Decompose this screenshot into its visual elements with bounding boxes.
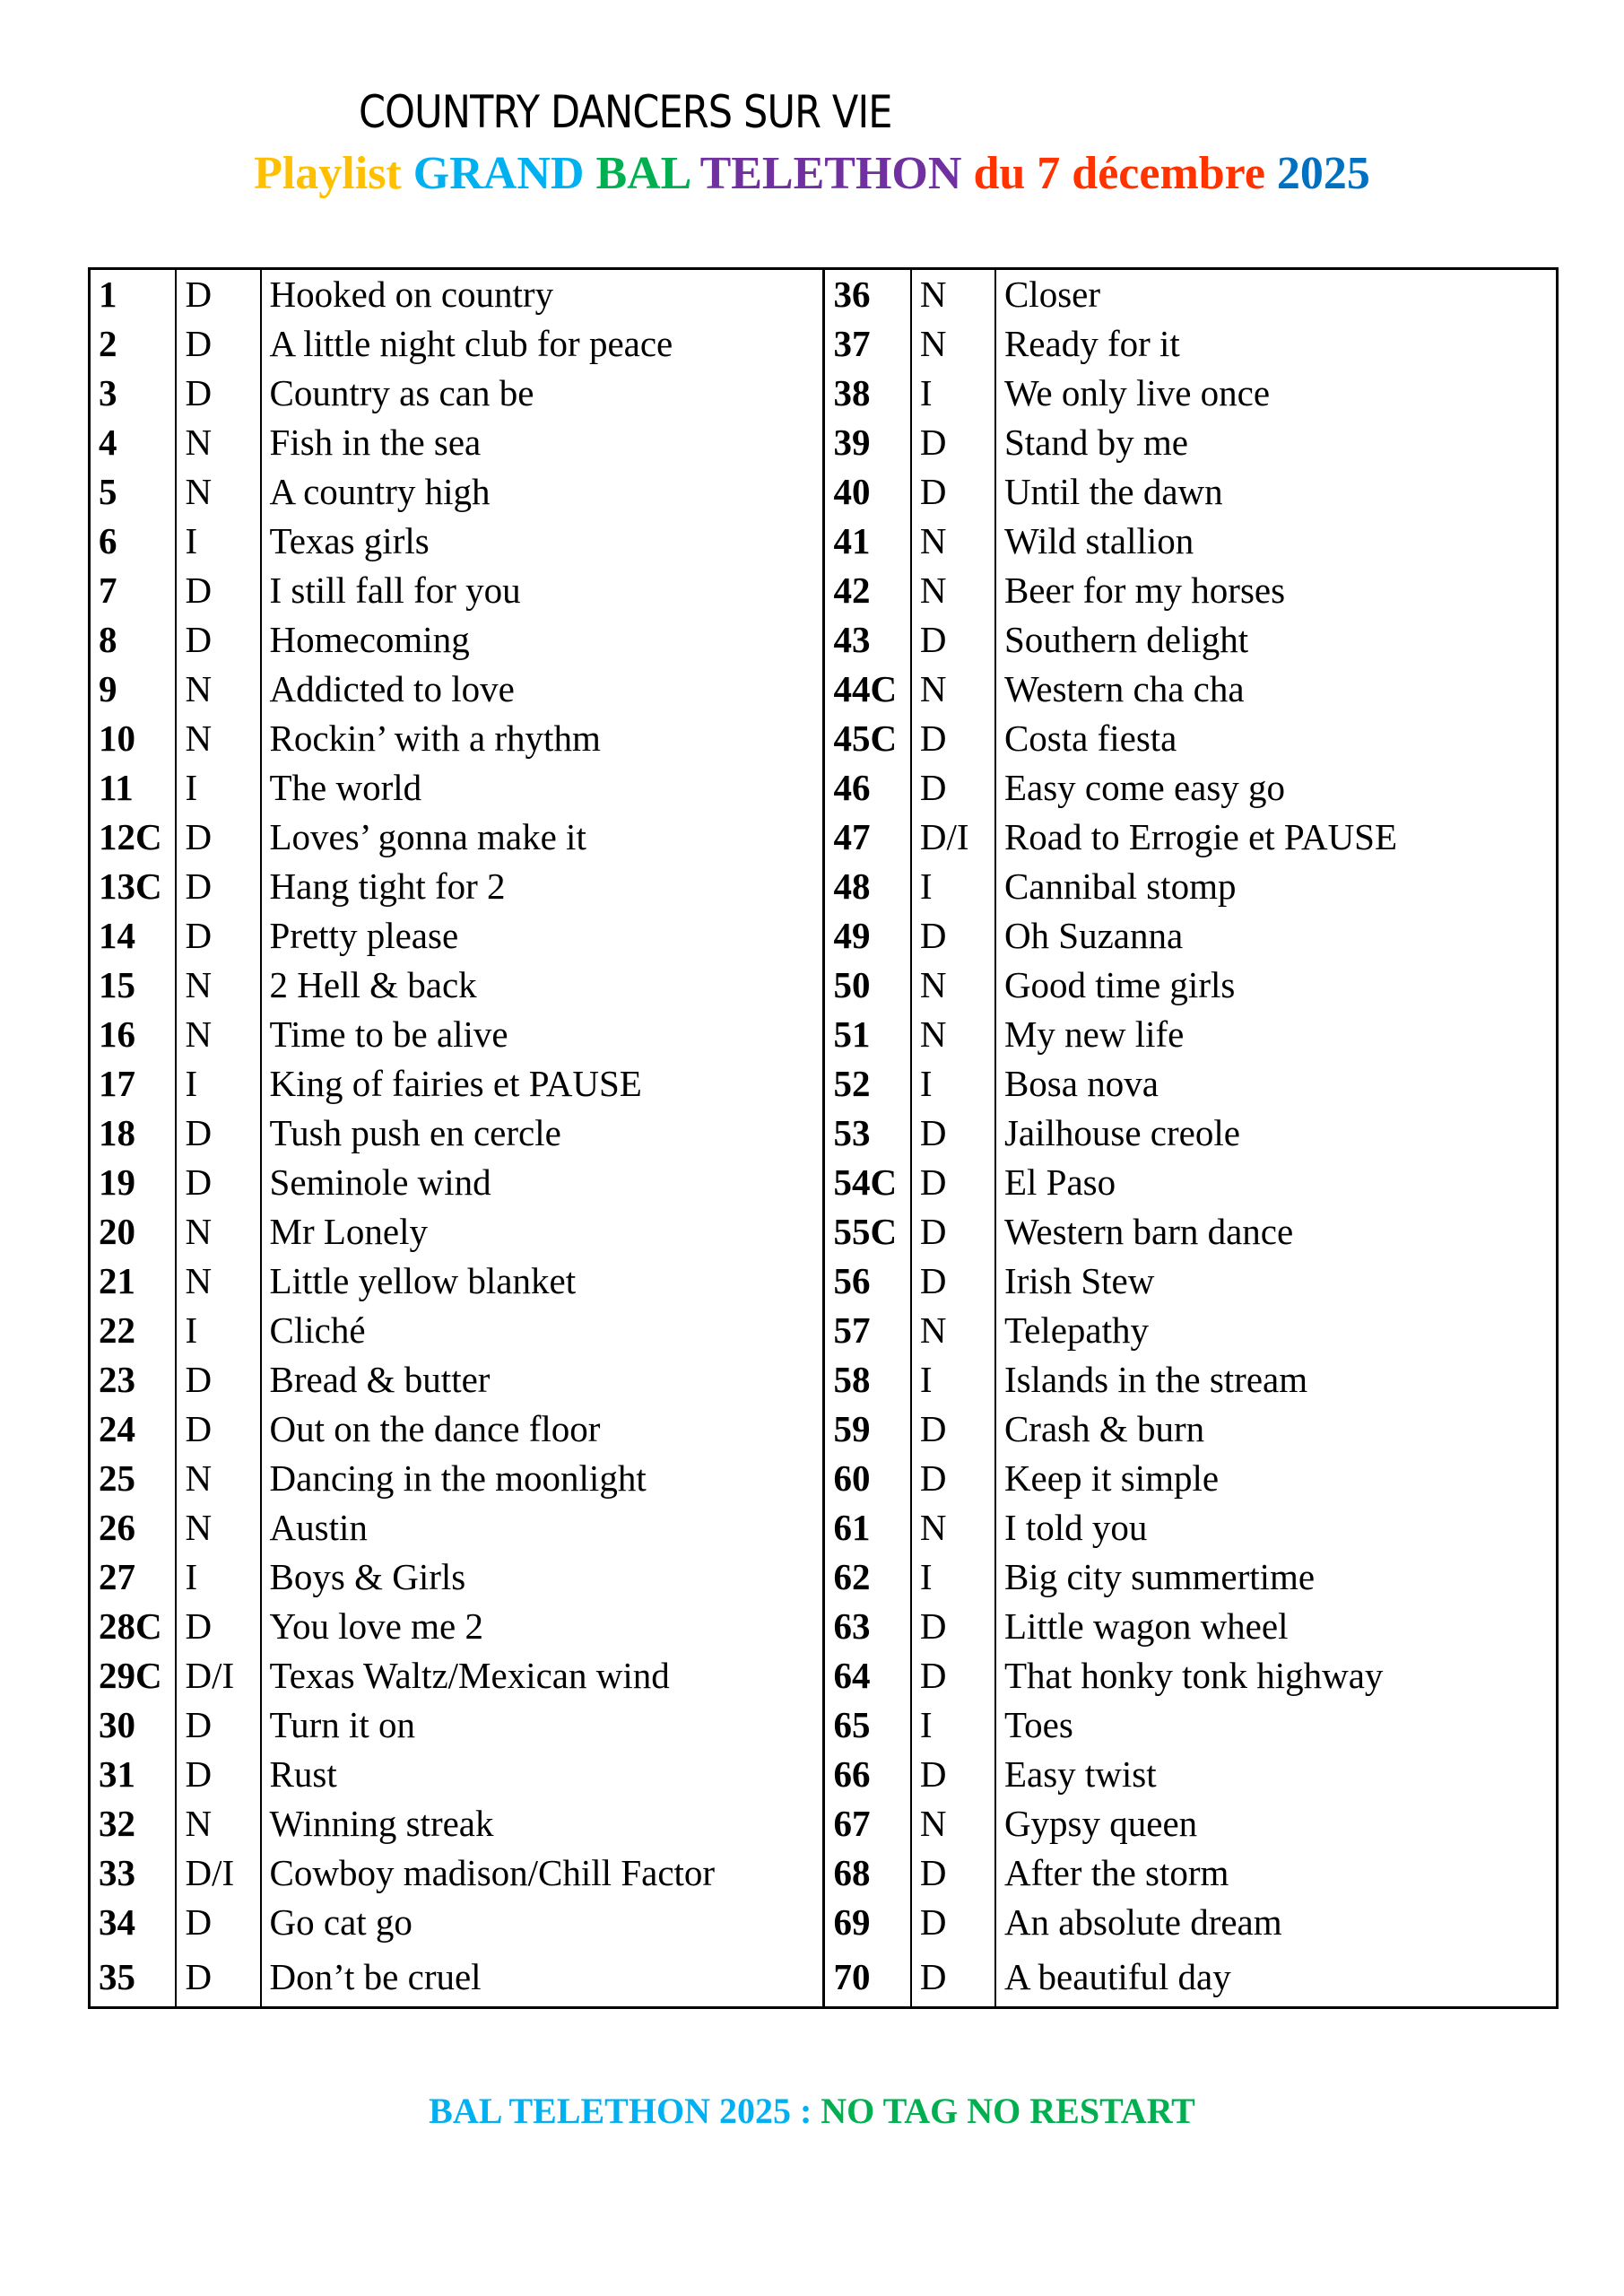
dance-number: 20 bbox=[90, 1207, 177, 1257]
dance-title: Easy come easy go bbox=[995, 763, 1558, 813]
dance-title: Bread & butter bbox=[261, 1355, 824, 1405]
dance-level: N bbox=[911, 961, 995, 1010]
dance-title: Until the dawn bbox=[995, 467, 1558, 517]
dance-number: 3 bbox=[90, 369, 177, 418]
event-title-part: TELETHON bbox=[699, 148, 962, 199]
footer-part: BAL TELETHON 2025 : bbox=[429, 2091, 821, 2131]
table-row bbox=[90, 862, 1558, 911]
table-row bbox=[90, 418, 1558, 467]
table-row bbox=[90, 1503, 1558, 1552]
table-row bbox=[90, 1257, 1558, 1306]
dance-level: I bbox=[176, 1552, 260, 1602]
dance-title: Cowboy madison/Chill Factor bbox=[261, 1848, 824, 1898]
dance-level: I bbox=[911, 1355, 995, 1405]
dance-number: 56 bbox=[824, 1257, 911, 1306]
dance-number: 22 bbox=[90, 1306, 177, 1355]
dance-number: 11 bbox=[90, 763, 177, 813]
dance-number: 30 bbox=[90, 1700, 177, 1750]
dance-number: 60 bbox=[824, 1454, 911, 1503]
table-row bbox=[90, 1602, 1558, 1651]
dance-number: 18 bbox=[90, 1109, 177, 1158]
dance-number: 44C bbox=[824, 665, 911, 714]
table-row bbox=[90, 319, 1558, 369]
dance-level: D bbox=[176, 1355, 260, 1405]
dance-number: 40 bbox=[824, 467, 911, 517]
dance-title: You love me 2 bbox=[261, 1602, 824, 1651]
table-row bbox=[90, 1947, 1558, 2008]
dance-number: 67 bbox=[824, 1799, 911, 1848]
dance-number: 27 bbox=[90, 1552, 177, 1602]
dance-number: 5 bbox=[90, 467, 177, 517]
dance-level: D bbox=[911, 1109, 995, 1158]
dance-number: 34 bbox=[90, 1898, 177, 1947]
dance-level: N bbox=[176, 1454, 260, 1503]
event-title-part: du 7 décembre bbox=[973, 148, 1265, 199]
dance-title: Addicted to love bbox=[261, 665, 824, 714]
dance-level: N bbox=[176, 1257, 260, 1306]
dance-level: N bbox=[176, 714, 260, 763]
dance-number: 4 bbox=[90, 418, 177, 467]
dance-level: D bbox=[176, 1947, 260, 2008]
dance-number: 36 bbox=[824, 269, 911, 320]
table-row bbox=[90, 566, 1558, 615]
dance-number: 39 bbox=[824, 418, 911, 467]
dance-number: 1 bbox=[90, 269, 177, 320]
dance-number: 52 bbox=[824, 1059, 911, 1109]
dance-number: 10 bbox=[90, 714, 177, 763]
table-row bbox=[90, 615, 1558, 665]
dance-title: Cliché bbox=[261, 1306, 824, 1355]
dance-title: Road to Errogie et PAUSE bbox=[995, 813, 1558, 862]
dance-title: Easy twist bbox=[995, 1750, 1558, 1799]
dance-title: Western cha cha bbox=[995, 665, 1558, 714]
dance-title: I still fall for you bbox=[261, 566, 824, 615]
dance-level: D bbox=[911, 1602, 995, 1651]
dance-level: D bbox=[176, 269, 260, 320]
dance-level: D bbox=[911, 467, 995, 517]
dance-level: D bbox=[911, 763, 995, 813]
dance-title: Out on the dance floor bbox=[261, 1405, 824, 1454]
dance-title: Keep it simple bbox=[995, 1454, 1558, 1503]
table-row bbox=[90, 763, 1558, 813]
dance-title: Tush push en cercle bbox=[261, 1109, 824, 1158]
dance-level: D bbox=[911, 1848, 995, 1898]
dance-number: 14 bbox=[90, 911, 177, 961]
dance-title: Go cat go bbox=[261, 1898, 824, 1947]
dance-level: N bbox=[176, 1799, 260, 1848]
dance-number: 70 bbox=[824, 1947, 911, 2008]
table-row bbox=[90, 1207, 1558, 1257]
table-row bbox=[90, 1010, 1558, 1059]
dance-title: Irish Stew bbox=[995, 1257, 1558, 1306]
table-row bbox=[90, 1405, 1558, 1454]
dance-number: 47 bbox=[824, 813, 911, 862]
dance-level: N bbox=[176, 665, 260, 714]
table-row bbox=[90, 369, 1558, 418]
dance-level: D bbox=[176, 319, 260, 369]
dance-number: 31 bbox=[90, 1750, 177, 1799]
dance-number: 64 bbox=[824, 1651, 911, 1700]
dance-number: 58 bbox=[824, 1355, 911, 1405]
dance-level: D bbox=[176, 566, 260, 615]
dance-title: Don’t be cruel bbox=[261, 1947, 824, 2008]
dance-title: Little yellow blanket bbox=[261, 1257, 824, 1306]
dance-number: 57 bbox=[824, 1306, 911, 1355]
dance-title: Loves’ gonna make it bbox=[261, 813, 824, 862]
dance-level: D bbox=[911, 1158, 995, 1207]
dance-title: Country as can be bbox=[261, 369, 824, 418]
dance-number: 41 bbox=[824, 517, 911, 566]
table-row bbox=[90, 269, 1558, 320]
dance-title: The world bbox=[261, 763, 824, 813]
dance-title: An absolute dream bbox=[995, 1898, 1558, 1947]
dance-level: D bbox=[176, 1750, 260, 1799]
dance-title: Homecoming bbox=[261, 615, 824, 665]
dance-number: 28C bbox=[90, 1602, 177, 1651]
dance-number: 24 bbox=[90, 1405, 177, 1454]
dance-number: 45C bbox=[824, 714, 911, 763]
dance-level: D bbox=[911, 911, 995, 961]
dance-title: Gypsy queen bbox=[995, 1799, 1558, 1848]
dance-level: D/I bbox=[176, 1848, 260, 1898]
dance-title: Jailhouse creole bbox=[995, 1109, 1558, 1158]
dance-title: El Paso bbox=[995, 1158, 1558, 1207]
dance-level: I bbox=[176, 517, 260, 566]
dance-title: Toes bbox=[995, 1700, 1558, 1750]
table-row bbox=[90, 1848, 1558, 1898]
dance-title: A little night club for peace bbox=[261, 319, 824, 369]
table-row bbox=[90, 911, 1558, 961]
table-row bbox=[90, 813, 1558, 862]
dance-title: Beer for my horses bbox=[995, 566, 1558, 615]
dance-title: Austin bbox=[261, 1503, 824, 1552]
table-row bbox=[90, 1898, 1558, 1947]
dance-number: 48 bbox=[824, 862, 911, 911]
dance-level: D bbox=[911, 1454, 995, 1503]
dance-number: 59 bbox=[824, 1405, 911, 1454]
event-title-part: GRAND bbox=[413, 148, 585, 199]
dance-title: A country high bbox=[261, 467, 824, 517]
dance-title: Crash & burn bbox=[995, 1405, 1558, 1454]
dance-number: 35 bbox=[90, 1947, 177, 2008]
dance-level: D/I bbox=[176, 1651, 260, 1700]
dance-title: Cannibal stomp bbox=[995, 862, 1558, 911]
dance-level: N bbox=[911, 1010, 995, 1059]
dance-number: 8 bbox=[90, 615, 177, 665]
dance-title: After the storm bbox=[995, 1848, 1558, 1898]
dance-number: 49 bbox=[824, 911, 911, 961]
dance-number: 54C bbox=[824, 1158, 911, 1207]
dance-title: Oh Suzanna bbox=[995, 911, 1558, 961]
table-row bbox=[90, 1355, 1558, 1405]
table-row bbox=[90, 1059, 1558, 1109]
dance-level: N bbox=[911, 566, 995, 615]
dance-level: I bbox=[911, 1552, 995, 1602]
dance-title: Rust bbox=[261, 1750, 824, 1799]
dance-level: I bbox=[911, 1059, 995, 1109]
dance-title: Fish in the sea bbox=[261, 418, 824, 467]
dance-level: N bbox=[176, 1207, 260, 1257]
dance-number: 21 bbox=[90, 1257, 177, 1306]
dance-title: Winning streak bbox=[261, 1799, 824, 1848]
dance-title: Mr Lonely bbox=[261, 1207, 824, 1257]
dance-number: 69 bbox=[824, 1898, 911, 1947]
dance-level: D bbox=[176, 813, 260, 862]
dance-number: 51 bbox=[824, 1010, 911, 1059]
dance-title: My new life bbox=[995, 1010, 1558, 1059]
dance-level: N bbox=[911, 1503, 995, 1552]
dance-level: N bbox=[176, 961, 260, 1010]
dance-level: I bbox=[176, 1306, 260, 1355]
dance-level: D bbox=[911, 1257, 995, 1306]
table-row bbox=[90, 1651, 1558, 1700]
dance-level: N bbox=[911, 269, 995, 320]
dance-title: Pretty please bbox=[261, 911, 824, 961]
dance-title: Texas Waltz/Mexican wind bbox=[261, 1651, 824, 1700]
dance-level: D bbox=[911, 1405, 995, 1454]
dance-number: 29C bbox=[90, 1651, 177, 1700]
dance-level: N bbox=[911, 665, 995, 714]
dance-level: N bbox=[176, 1503, 260, 1552]
dance-number: 26 bbox=[90, 1503, 177, 1552]
dance-number: 43 bbox=[824, 615, 911, 665]
dance-level: D bbox=[911, 1898, 995, 1947]
dance-number: 17 bbox=[90, 1059, 177, 1109]
event-title-part: 2025 bbox=[1276, 148, 1370, 199]
dance-level: D bbox=[176, 1898, 260, 1947]
table-row bbox=[90, 1799, 1558, 1848]
dance-number: 65 bbox=[824, 1700, 911, 1750]
dance-title: A beautiful day bbox=[995, 1947, 1558, 2008]
dance-title: That honky tonk highway bbox=[995, 1651, 1558, 1700]
dance-level: N bbox=[176, 418, 260, 467]
dance-title: Big city summertime bbox=[995, 1552, 1558, 1602]
dance-number: 7 bbox=[90, 566, 177, 615]
dance-title: Texas girls bbox=[261, 517, 824, 566]
dance-level: D/I bbox=[911, 813, 995, 862]
dance-title: Hang tight for 2 bbox=[261, 862, 824, 911]
dance-level: N bbox=[176, 1010, 260, 1059]
dance-title: Dancing in the moonlight bbox=[261, 1454, 824, 1503]
dance-number: 2 bbox=[90, 319, 177, 369]
dance-title: I told you bbox=[995, 1503, 1558, 1552]
dance-number: 63 bbox=[824, 1602, 911, 1651]
dance-level: D bbox=[176, 1158, 260, 1207]
dance-title: Islands in the stream bbox=[995, 1355, 1558, 1405]
footer-note bbox=[0, 2090, 1624, 2132]
event-title-part: BAL bbox=[595, 148, 690, 199]
dance-level: D bbox=[911, 615, 995, 665]
event-title bbox=[0, 147, 1624, 200]
dance-title: Southern delight bbox=[995, 615, 1558, 665]
dance-level: D bbox=[911, 1750, 995, 1799]
dance-level: N bbox=[176, 467, 260, 517]
dance-number: 66 bbox=[824, 1750, 911, 1799]
dance-title: Closer bbox=[995, 269, 1558, 320]
table-row bbox=[90, 1109, 1558, 1158]
dance-number: 25 bbox=[90, 1454, 177, 1503]
dance-level: N bbox=[911, 517, 995, 566]
dance-title: King of fairies et PAUSE bbox=[261, 1059, 824, 1109]
dance-level: I bbox=[911, 1700, 995, 1750]
dance-level: D bbox=[176, 862, 260, 911]
dance-number: 19 bbox=[90, 1158, 177, 1207]
dance-number: 12C bbox=[90, 813, 177, 862]
table-row bbox=[90, 1306, 1558, 1355]
dance-level: N bbox=[911, 1799, 995, 1848]
dance-title: Costa fiesta bbox=[995, 714, 1558, 763]
table-row bbox=[90, 1454, 1558, 1503]
dance-number: 53 bbox=[824, 1109, 911, 1158]
table-row bbox=[90, 665, 1558, 714]
dance-title: Little wagon wheel bbox=[995, 1602, 1558, 1651]
dance-level: D bbox=[176, 1700, 260, 1750]
dance-level: D bbox=[176, 615, 260, 665]
table-row bbox=[90, 714, 1558, 763]
dance-level: D bbox=[176, 1405, 260, 1454]
dance-number: 46 bbox=[824, 763, 911, 813]
table-row bbox=[90, 1552, 1558, 1602]
dance-number: 55C bbox=[824, 1207, 911, 1257]
dance-title: Telepathy bbox=[995, 1306, 1558, 1355]
dance-number: 6 bbox=[90, 517, 177, 566]
dance-title: We only live once bbox=[995, 369, 1558, 418]
dance-number: 42 bbox=[824, 566, 911, 615]
dance-number: 62 bbox=[824, 1552, 911, 1602]
dance-level: I bbox=[176, 1059, 260, 1109]
dance-title: Seminole wind bbox=[261, 1158, 824, 1207]
dance-title: Boys & Girls bbox=[261, 1552, 824, 1602]
dance-level: D bbox=[911, 1651, 995, 1700]
dance-number: 16 bbox=[90, 1010, 177, 1059]
table-row bbox=[90, 1158, 1558, 1207]
dance-number: 37 bbox=[824, 319, 911, 369]
event-title-part: Playlist bbox=[254, 148, 402, 199]
dance-title: Ready for it bbox=[995, 319, 1558, 369]
dance-number: 32 bbox=[90, 1799, 177, 1848]
dance-level: D bbox=[911, 714, 995, 763]
dance-level: D bbox=[911, 418, 995, 467]
dance-title: Western barn dance bbox=[995, 1207, 1558, 1257]
dance-level: D bbox=[176, 911, 260, 961]
dance-level: N bbox=[911, 319, 995, 369]
dance-number: 50 bbox=[824, 961, 911, 1010]
dance-number: 61 bbox=[824, 1503, 911, 1552]
dance-number: 15 bbox=[90, 961, 177, 1010]
dance-title: Hooked on country bbox=[261, 269, 824, 320]
table-row bbox=[90, 961, 1558, 1010]
dance-number: 33 bbox=[90, 1848, 177, 1898]
table-row bbox=[90, 517, 1558, 566]
dance-number: 13C bbox=[90, 862, 177, 911]
dance-title: Bosa nova bbox=[995, 1059, 1558, 1109]
dance-title: Wild stallion bbox=[995, 517, 1558, 566]
dance-level: D bbox=[176, 1602, 260, 1651]
dance-level: I bbox=[176, 763, 260, 813]
dance-level: D bbox=[911, 1947, 995, 2008]
dance-title: Time to be alive bbox=[261, 1010, 824, 1059]
org-title: COUNTRY DANCERS SUR VIE bbox=[359, 86, 892, 138]
dance-title: Stand by me bbox=[995, 418, 1558, 467]
table-row bbox=[90, 1750, 1558, 1799]
dance-number: 9 bbox=[90, 665, 177, 714]
dance-level: D bbox=[911, 1207, 995, 1257]
dance-level: I bbox=[911, 369, 995, 418]
dance-level: D bbox=[176, 369, 260, 418]
dance-level: N bbox=[911, 1306, 995, 1355]
table-row bbox=[90, 467, 1558, 517]
dance-number: 38 bbox=[824, 369, 911, 418]
dance-number: 68 bbox=[824, 1848, 911, 1898]
dance-title: Rockin’ with a rhythm bbox=[261, 714, 824, 763]
dance-title: Good time girls bbox=[995, 961, 1558, 1010]
footer-part: NO TAG NO RESTART bbox=[821, 2091, 1195, 2131]
playlist-table bbox=[88, 267, 1559, 2009]
dance-level: D bbox=[176, 1109, 260, 1158]
table-row bbox=[90, 1700, 1558, 1750]
dance-title: Turn it on bbox=[261, 1700, 824, 1750]
dance-title: 2 Hell & back bbox=[261, 961, 824, 1010]
dance-number: 23 bbox=[90, 1355, 177, 1405]
dance-level: I bbox=[911, 862, 995, 911]
